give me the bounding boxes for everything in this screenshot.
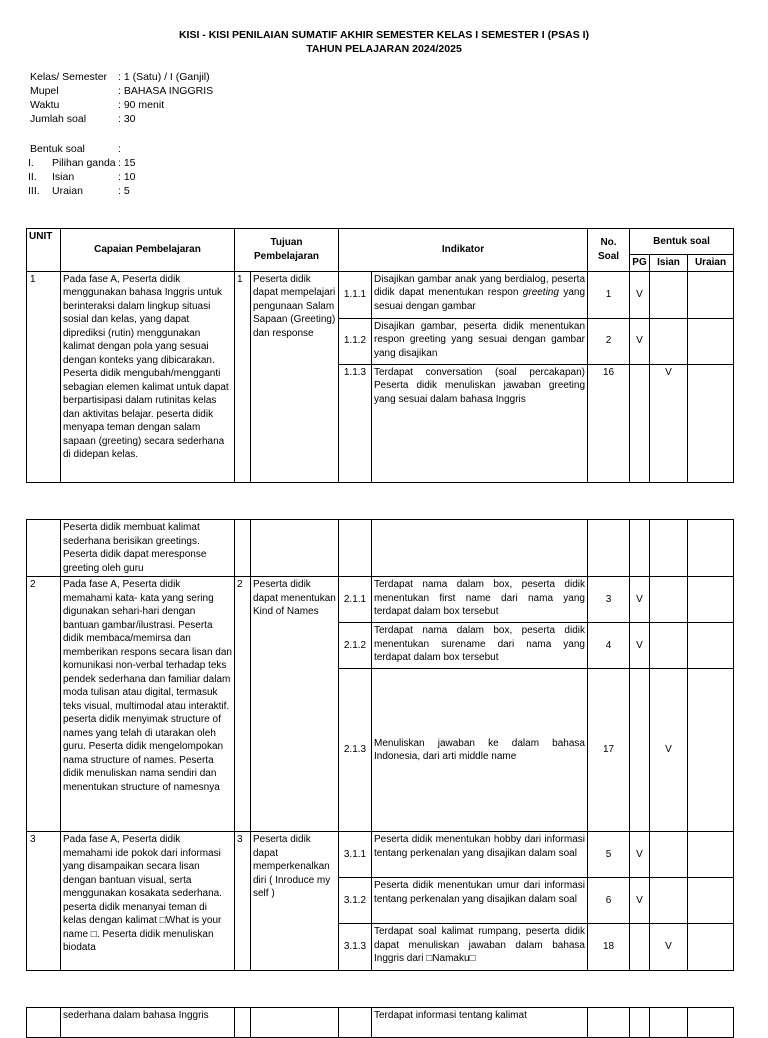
bentuk-name: Uraian (52, 185, 83, 197)
no-soal: 1 (588, 271, 630, 318)
indikator-text: Menuliskan jawaban ke dalam bahasa Indonesia, dari arti middle name (372, 669, 588, 832)
tp-number: 2 (235, 577, 251, 832)
indikator-code: 2.1.3 (339, 669, 372, 832)
pg-mark: V (630, 832, 650, 878)
capaian-text: Pada fase A, Peserta didik memahami kata- kata yang sering digunakan sehari-hari dengan bantuan gambar/ilustrasi. Peserta didik membaca/memirsa dan memberikan respons secara lisan dan komunikasi non-verbal terhadap teks pendek sederhana dan familiar dalam moda tulisan atau digital, termasuk teks visual, multimodal atau interaktif. peserta didik menyimak structure of names yang telah di utarakan oleh guru. Peserta didik mengelompokan nama structure of names. Peserta didik menuliskan nama sendiri dan menentukan structure of namesnya (61, 577, 235, 832)
pg-mark: V (630, 878, 650, 924)
pg-mark: V (630, 577, 650, 623)
header-uraian: Uraian (688, 255, 734, 272)
bentuk-num: II. (28, 171, 37, 183)
meta-label: Jumlah soal (30, 113, 87, 125)
isian-mark: V (650, 669, 688, 832)
isian-mark (650, 271, 688, 318)
header-tujuan: Tujuan Pembelajaran (235, 229, 339, 272)
no-soal (588, 1008, 630, 1038)
bentuk-colon: : (118, 143, 121, 155)
isian-mark (650, 520, 688, 577)
no-soal: 6 (588, 878, 630, 924)
bentuk-name: Pilihan ganda (52, 157, 116, 169)
unit-number: 1 (27, 271, 61, 482)
no-soal: 3 (588, 577, 630, 623)
indikator-text (372, 520, 588, 577)
indikator-text-part: Disajikan gambar anak yang berdialog, peserta didik dapat menentukan respon (374, 273, 586, 298)
capaian-text: sederhana dalam bahasa Inggris (61, 1008, 235, 1038)
tujuan-text: Peserta didik dapat memperkenalkan diri ( Inroduce my self ) (251, 832, 339, 971)
bentuk-label: Bentuk soal (30, 143, 85, 155)
meta-value: : BAHASA INGGRIS (118, 85, 214, 97)
header-indikator: Indikator (339, 229, 588, 272)
tujuan-text (251, 1008, 339, 1038)
tujuan-text (251, 520, 339, 577)
unit-number (27, 1008, 61, 1038)
header-pg: PG (630, 255, 650, 272)
indikator-text-emphasis: greeting (522, 287, 559, 298)
isian-mark (650, 318, 688, 364)
uraian-mark (688, 271, 734, 318)
pg-mark: V (630, 623, 650, 669)
indikator-text: Terdapat conversation (soal percakapan) Peserta didik menuliskan jawaban greeting yang sesuai dalam bahasa Inggris (372, 364, 588, 482)
isian-mark (650, 832, 688, 878)
isian-mark (650, 878, 688, 924)
table-row (27, 832, 734, 878)
table-row (27, 1008, 734, 1038)
unit-number (27, 520, 61, 577)
indikator-text: Disajikan gambar, peserta didik menentukan respon greeting yang sesuai dengan gambar yang disajikan (372, 318, 588, 364)
indikator-code: 3.1.2 (339, 878, 372, 924)
tujuan-text: Peserta didik dapat mempelajari pengunaan Salam Sapaan (Greeting) dan response (251, 271, 339, 482)
meta-value: : 90 menit (118, 99, 165, 111)
uraian-mark (688, 832, 734, 878)
indikator-text: Peserta didik menentukan hobby dari informasi tentang perkenalan yang disajikan dalam soal (372, 832, 588, 878)
header-no-soal: No. Soal (588, 229, 630, 272)
pg-mark: V (630, 271, 650, 318)
table-row (27, 577, 734, 623)
capaian-text: Pada fase A, Peserta didik menggunakan bahasa Inggris untuk berinteraksi dalam lingkup situasi sosial dan kelas, yang dapat diprediksi (rutin) menggunakan kalimat dengan pola yang sesuai dengan konteks yang dibicarakan. Peserta didik mengubah/mengganti sebagian elemen kalimat untuk dapat berpartisipasi dalam rutinitas kelas dan aktivitas belajar. peserta didik menyapa teman dengan salam sapaan (greeting) secara sederhana di didepan kelas. (61, 271, 235, 482)
indikator-code: 3.1.3 (339, 924, 372, 971)
kisi-table-page2 (26, 519, 734, 971)
pg-mark: V (630, 318, 650, 364)
unit-number: 2 (27, 577, 61, 832)
indikator-text: Terdapat soal kalimat rumpang, peserta didik dapat menuliskan jawaban dalam bahasa Inggris dari □Namaku□ (372, 924, 588, 971)
no-soal: 4 (588, 623, 630, 669)
header-unit: UNIT (27, 229, 61, 272)
isian-mark (650, 1008, 688, 1038)
header-isian: Isian (650, 255, 688, 272)
tp-number: 1 (235, 271, 251, 482)
unit-number: 3 (27, 832, 61, 971)
no-soal: 5 (588, 832, 630, 878)
indikator-text: Terdapat nama dalam box, peserta didik menentukan surename dari nama yang terdapat dalam box tersebut (372, 623, 588, 669)
indikator-code: 1.1.3 (339, 364, 372, 482)
meta-value: : 1 (Satu) / I (Ganjil) (118, 71, 210, 83)
no-soal: 18 (588, 924, 630, 971)
uraian-mark (688, 364, 734, 482)
bentuk-name: Isian (52, 171, 75, 183)
indikator-text: Terdapat informasi tentang kalimat (372, 1008, 588, 1038)
meta-value: : 30 (118, 113, 136, 125)
isian-mark: V (650, 364, 688, 482)
capaian-text: Peserta didik membuat kalimat sederhana berisikan greetings. Peserta didik dapat meresponse greeting oleh guru (61, 520, 235, 577)
no-soal: 17 (588, 669, 630, 832)
bentuk-value: : 5 (118, 185, 130, 197)
bentuk-num: III. (28, 185, 40, 197)
meta-label: Kelas/ Semester (30, 71, 108, 83)
bentuk-value: : 15 (118, 157, 136, 169)
document-title: KISI - KISI PENILAIAN SUMATIF AKHIR SEMESTER KELAS I SEMESTER I (PSAS I) (178, 29, 590, 41)
no-soal (588, 520, 630, 577)
isian-mark: V (650, 924, 688, 971)
no-soal: 16 (588, 364, 630, 482)
uraian-mark (688, 924, 734, 971)
indikator-text-part: yang sesuai dengan gambar (374, 287, 586, 312)
tp-number (235, 520, 251, 577)
indikator-code: 1.1.2 (339, 318, 372, 364)
uraian-mark (688, 878, 734, 924)
uraian-mark (688, 669, 734, 832)
uraian-mark (688, 318, 734, 364)
pg-mark (630, 924, 650, 971)
capaian-text: Pada fase A, Peserta didik memahami ide pokok dari informasi yang disampaikan secara lisan dengan bantuan visual, serta menggunakan kosakata sederhana. peserta didik menanyai teman di kelas dengan kalimat □What is your name □. Peserta didik menuliskan biodata (61, 832, 235, 971)
uraian-mark (688, 1008, 734, 1038)
kisi-table-page1 (26, 228, 734, 483)
document-subtitle: TAHUN PELAJARAN 2024/2025 (306, 43, 462, 55)
meta-label: Waktu (30, 99, 60, 111)
pg-mark (630, 364, 650, 482)
bentuk-num: I. (28, 157, 34, 169)
pg-mark (630, 1008, 650, 1038)
indikator-code: 3.1.1 (339, 832, 372, 878)
bentuk-value: : 10 (118, 171, 136, 183)
header-bentuk-soal: Bentuk soal (630, 229, 734, 255)
uraian-mark (688, 577, 734, 623)
meta-label: Mupel (30, 85, 59, 97)
table-row (27, 520, 734, 577)
tp-number: 3 (235, 832, 251, 971)
tp-number (235, 1008, 251, 1038)
indikator-text: Peserta didik menentukan umur dari informasi tentang perkenalan yang disajikan dalam soal (372, 878, 588, 924)
uraian-mark (688, 520, 734, 577)
indikator-code: 2.1.2 (339, 623, 372, 669)
kisi-table-page3 (26, 1007, 734, 1038)
pg-mark (630, 669, 650, 832)
no-soal: 2 (588, 318, 630, 364)
indikator-text: Terdapat nama dalam box, peserta didik menentukan first name dari nama yang terdapat dalam box tersebut (372, 577, 588, 623)
indikator-code: 2.1.1 (339, 577, 372, 623)
isian-mark (650, 577, 688, 623)
uraian-mark (688, 623, 734, 669)
pg-mark (630, 520, 650, 577)
indikator-code: 1.1.1 (339, 271, 372, 318)
indikator-code (339, 520, 372, 577)
header-capaian: Capaian Pembelajaran (61, 229, 235, 272)
indikator-code (339, 1008, 372, 1038)
table-row (27, 271, 734, 318)
tujuan-text: Peserta didik dapat menentukan Kind of Names (251, 577, 339, 832)
isian-mark (650, 623, 688, 669)
indikator-text (372, 271, 588, 318)
